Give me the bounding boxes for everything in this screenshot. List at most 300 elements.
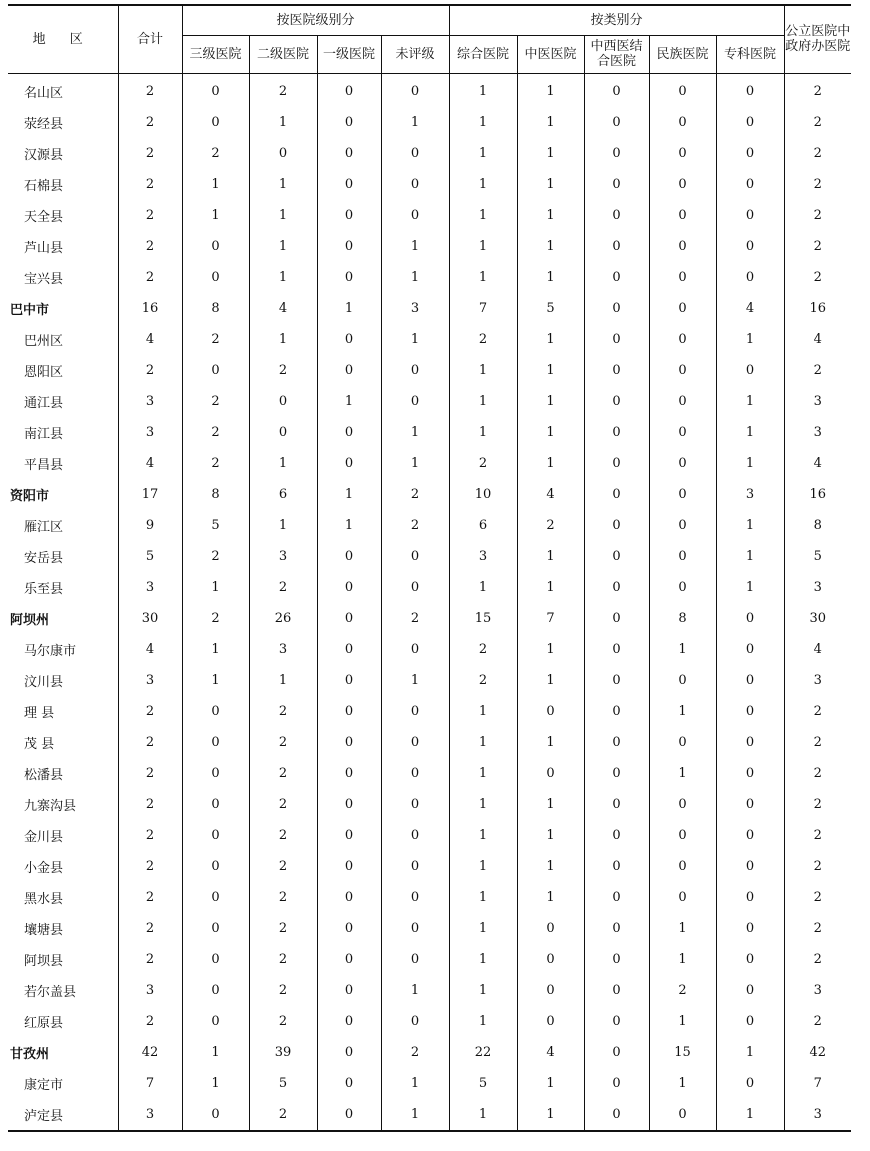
table-cell: 2	[118, 727, 182, 758]
table-cell: 2	[118, 73, 182, 107]
level-col-header: 未评级	[381, 35, 449, 73]
table-cell: 2	[784, 1006, 851, 1037]
table-cell: 2	[182, 324, 249, 355]
table-cell: 0	[584, 634, 649, 665]
table-cell: 1	[449, 758, 517, 789]
table-cell: 0	[649, 882, 716, 913]
region-name: 石棉县	[8, 169, 118, 200]
table-cell: 1	[517, 1068, 584, 1099]
county-row	[8, 758, 851, 789]
table-cell: 0	[317, 975, 381, 1006]
table-cell: 1	[449, 169, 517, 200]
table-cell: 2	[182, 448, 249, 479]
table-cell: 0	[649, 448, 716, 479]
table-cell: 1	[716, 541, 784, 572]
table-cell: 2	[784, 944, 851, 975]
table-cell: 0	[317, 696, 381, 727]
table-cell: 1	[449, 262, 517, 293]
table-cell: 0	[182, 758, 249, 789]
county-row	[8, 73, 851, 107]
county-row	[8, 510, 851, 541]
table-cell: 0	[381, 355, 449, 386]
table-cell: 0	[716, 665, 784, 696]
table-cell: 0	[182, 975, 249, 1006]
table-cell: 0	[716, 1068, 784, 1099]
table-cell: 0	[649, 200, 716, 231]
table-cell: 1	[649, 696, 716, 727]
table-cell: 4	[517, 1037, 584, 1068]
table-cell: 0	[317, 758, 381, 789]
table-cell: 1	[649, 758, 716, 789]
table-cell: 30	[784, 603, 851, 634]
region-name: 资阳市	[8, 479, 118, 510]
table-cell: 2	[249, 696, 317, 727]
table-cell: 0	[317, 107, 381, 138]
table-cell: 0	[584, 448, 649, 479]
table-cell: 2	[118, 107, 182, 138]
type-col-header: 专科医院	[716, 35, 784, 73]
table-cell: 0	[182, 262, 249, 293]
table-cell: 0	[317, 727, 381, 758]
table-cell: 1	[182, 169, 249, 200]
region-name: 马尔康市	[8, 634, 118, 665]
table-cell: 0	[317, 882, 381, 913]
table-cell: 15	[449, 603, 517, 634]
table-cell: 0	[584, 107, 649, 138]
table-cell: 1	[517, 107, 584, 138]
table-cell: 1	[249, 200, 317, 231]
table-cell: 3	[784, 665, 851, 696]
region-name: 通江县	[8, 386, 118, 417]
table-cell: 0	[381, 541, 449, 572]
table-cell: 0	[584, 417, 649, 448]
table-cell: 1	[182, 200, 249, 231]
table-cell: 0	[584, 386, 649, 417]
table-cell: 0	[381, 789, 449, 820]
table-cell: 0	[584, 293, 649, 324]
table-cell: 0	[649, 138, 716, 169]
table-cell: 1	[517, 820, 584, 851]
table-cell: 0	[649, 665, 716, 696]
table-cell: 0	[649, 1099, 716, 1131]
table-cell: 2	[182, 138, 249, 169]
table-cell: 0	[317, 200, 381, 231]
table-cell: 0	[317, 324, 381, 355]
table-cell: 0	[381, 851, 449, 882]
table-cell: 4	[118, 448, 182, 479]
table-cell: 0	[584, 355, 649, 386]
table-cell: 0	[584, 665, 649, 696]
table-cell: 2	[118, 851, 182, 882]
table-cell: 0	[584, 851, 649, 882]
region-name: 壤塘县	[8, 913, 118, 944]
table-cell: 1	[649, 634, 716, 665]
city-row	[8, 1037, 851, 1068]
county-row	[8, 975, 851, 1006]
table-cell: 2	[182, 386, 249, 417]
hospital-statistics-table	[8, 4, 851, 1132]
table-cell: 1	[317, 510, 381, 541]
table-cell: 0	[649, 293, 716, 324]
table-cell: 2	[449, 634, 517, 665]
county-row	[8, 138, 851, 169]
table-cell: 2	[118, 200, 182, 231]
county-row	[8, 944, 851, 975]
table-cell: 0	[716, 789, 784, 820]
table-cell: 1	[381, 324, 449, 355]
table-cell: 2	[784, 727, 851, 758]
table-cell: 0	[317, 851, 381, 882]
table-cell: 1	[716, 417, 784, 448]
region-name: 恩阳区	[8, 355, 118, 386]
by-type-header: 按类别分	[449, 5, 784, 35]
type-col-header: 中西医结合医院	[584, 35, 649, 73]
table-cell: 6	[249, 479, 317, 510]
table-cell: 2	[784, 231, 851, 262]
table-cell: 1	[517, 262, 584, 293]
table-cell: 7	[784, 1068, 851, 1099]
county-row	[8, 727, 851, 758]
table-cell: 0	[649, 324, 716, 355]
table-cell: 0	[649, 479, 716, 510]
table-cell: 2	[182, 541, 249, 572]
table-cell: 26	[249, 603, 317, 634]
table-cell: 0	[584, 200, 649, 231]
table-cell: 42	[784, 1037, 851, 1068]
table-cell: 3	[381, 293, 449, 324]
table-cell: 5	[118, 541, 182, 572]
table-cell: 2	[784, 107, 851, 138]
table-cell: 0	[716, 1006, 784, 1037]
table-cell: 0	[517, 975, 584, 1006]
table-cell: 3	[118, 417, 182, 448]
table-cell: 0	[317, 355, 381, 386]
table-cell: 0	[584, 231, 649, 262]
table-cell: 1	[649, 1068, 716, 1099]
table-cell: 1	[249, 231, 317, 262]
county-row	[8, 820, 851, 851]
table-cell: 8	[784, 510, 851, 541]
table-cell: 3	[249, 541, 317, 572]
table-cell: 0	[584, 73, 649, 107]
table-cell: 0	[584, 324, 649, 355]
type-col-header: 综合医院	[449, 35, 517, 73]
table-cell: 16	[784, 293, 851, 324]
table-cell: 2	[249, 820, 317, 851]
table-cell: 1	[449, 727, 517, 758]
table-cell: 0	[716, 820, 784, 851]
table-cell: 0	[317, 603, 381, 634]
table-cell: 1	[517, 727, 584, 758]
table-cell: 3	[784, 572, 851, 603]
table-cell: 0	[182, 727, 249, 758]
county-row	[8, 169, 851, 200]
region-name: 阿坝县	[8, 944, 118, 975]
table-cell: 1	[449, 944, 517, 975]
table-cell: 17	[118, 479, 182, 510]
table-cell: 0	[182, 73, 249, 107]
table-cell: 4	[249, 293, 317, 324]
table-cell: 0	[381, 138, 449, 169]
region-name: 芦山县	[8, 231, 118, 262]
table-cell: 0	[649, 231, 716, 262]
city-row	[8, 293, 851, 324]
table-cell: 0	[317, 1068, 381, 1099]
county-row	[8, 386, 851, 417]
county-row	[8, 231, 851, 262]
table-cell: 2	[449, 448, 517, 479]
table-cell: 2	[784, 882, 851, 913]
table-cell: 1	[716, 572, 784, 603]
table-cell: 1	[317, 386, 381, 417]
region-name: 荥经县	[8, 107, 118, 138]
table-cell: 0	[649, 510, 716, 541]
county-row	[8, 262, 851, 293]
table-cell: 0	[584, 882, 649, 913]
table-cell: 1	[449, 138, 517, 169]
table-cell: 0	[381, 386, 449, 417]
table-cell: 0	[249, 386, 317, 417]
table-cell: 1	[449, 975, 517, 1006]
table-cell: 0	[317, 138, 381, 169]
table-cell: 3	[249, 634, 317, 665]
region-name: 宝兴县	[8, 262, 118, 293]
table-cell: 2	[182, 417, 249, 448]
table-cell: 0	[584, 169, 649, 200]
table-cell: 1	[381, 448, 449, 479]
table-cell: 0	[584, 1068, 649, 1099]
table-cell: 0	[649, 386, 716, 417]
table-cell: 0	[584, 1006, 649, 1037]
table-cell: 2	[784, 73, 851, 107]
table-cell: 1	[517, 851, 584, 882]
table-cell: 0	[381, 169, 449, 200]
table-cell: 0	[649, 355, 716, 386]
table-cell: 0	[584, 541, 649, 572]
table-cell: 0	[716, 851, 784, 882]
table-cell: 0	[649, 851, 716, 882]
table-cell: 0	[182, 882, 249, 913]
table-cell: 0	[182, 944, 249, 975]
table-cell: 0	[584, 944, 649, 975]
table-cell: 3	[118, 386, 182, 417]
table-cell: 0	[317, 231, 381, 262]
table-cell: 2	[517, 510, 584, 541]
region-name: 汶川县	[8, 665, 118, 696]
table-cell: 2	[784, 820, 851, 851]
table-cell: 0	[182, 789, 249, 820]
table-cell: 0	[517, 1006, 584, 1037]
region-name: 甘孜州	[8, 1037, 118, 1068]
total-header: 合计	[118, 5, 182, 73]
table-cell: 1	[449, 1006, 517, 1037]
table-cell: 1	[517, 324, 584, 355]
table-cell: 1	[449, 696, 517, 727]
table-cell: 2	[784, 913, 851, 944]
table-cell: 1	[517, 572, 584, 603]
table-cell: 1	[381, 975, 449, 1006]
table-cell: 4	[784, 634, 851, 665]
table-cell: 0	[584, 138, 649, 169]
table-cell: 0	[584, 572, 649, 603]
table-cell: 1	[449, 417, 517, 448]
county-row	[8, 417, 851, 448]
table-cell: 2	[118, 262, 182, 293]
table-cell: 0	[649, 541, 716, 572]
table-cell: 1	[449, 820, 517, 851]
table-cell: 0	[182, 355, 249, 386]
table-cell: 0	[317, 913, 381, 944]
region-name: 茂 县	[8, 727, 118, 758]
table-cell: 2	[118, 231, 182, 262]
table-cell: 3	[118, 572, 182, 603]
table-cell: 0	[182, 1099, 249, 1131]
county-row	[8, 913, 851, 944]
table-cell: 1	[317, 479, 381, 510]
region-name: 松潘县	[8, 758, 118, 789]
region-name: 南江县	[8, 417, 118, 448]
table-cell: 1	[716, 510, 784, 541]
table-cell: 1	[517, 634, 584, 665]
table-cell: 2	[249, 73, 317, 107]
table-cell: 1	[182, 572, 249, 603]
table-cell: 1	[517, 665, 584, 696]
region-name: 名山区	[8, 73, 118, 107]
region-name: 泸定县	[8, 1099, 118, 1131]
region-name: 巴中市	[8, 293, 118, 324]
table-cell: 0	[381, 572, 449, 603]
region-name: 黑水县	[8, 882, 118, 913]
table-cell: 0	[584, 1099, 649, 1131]
table-cell: 3	[784, 417, 851, 448]
table-cell: 1	[649, 913, 716, 944]
type-col-header: 民族医院	[649, 35, 716, 73]
table-cell: 0	[649, 417, 716, 448]
table-cell: 0	[716, 231, 784, 262]
table-cell: 3	[118, 665, 182, 696]
table-cell: 1	[381, 417, 449, 448]
table-cell: 1	[449, 107, 517, 138]
table-cell: 1	[182, 1068, 249, 1099]
table-cell: 16	[118, 293, 182, 324]
table-cell: 2	[118, 138, 182, 169]
table-cell: 2	[249, 975, 317, 1006]
table-cell: 0	[182, 107, 249, 138]
table-cell: 1	[317, 293, 381, 324]
table-cell: 0	[182, 913, 249, 944]
table-cell: 2	[118, 789, 182, 820]
table-cell: 6	[449, 510, 517, 541]
table-cell: 2	[118, 696, 182, 727]
table-cell: 0	[584, 913, 649, 944]
county-row	[8, 324, 851, 355]
table-cell: 0	[381, 758, 449, 789]
table-cell: 0	[716, 727, 784, 758]
table-cell: 0	[317, 1037, 381, 1068]
table-cell: 4	[118, 634, 182, 665]
table-cell: 7	[118, 1068, 182, 1099]
public-gov-hospital-header: 公立医院中政府办医院	[784, 5, 851, 73]
table-cell: 39	[249, 1037, 317, 1068]
table-cell: 2	[381, 479, 449, 510]
by-level-header: 按医院级别分	[182, 5, 449, 35]
table-cell: 2	[449, 665, 517, 696]
table-cell: 0	[182, 231, 249, 262]
table-cell: 0	[716, 200, 784, 231]
county-row	[8, 634, 851, 665]
table-cell: 0	[716, 73, 784, 107]
table-cell: 0	[716, 634, 784, 665]
table-cell: 0	[182, 851, 249, 882]
table-cell: 0	[182, 820, 249, 851]
table-cell: 0	[381, 882, 449, 913]
city-row	[8, 603, 851, 634]
region-name: 天全县	[8, 200, 118, 231]
table-cell: 4	[517, 479, 584, 510]
table-cell: 0	[517, 696, 584, 727]
table-cell: 1	[449, 73, 517, 107]
county-row	[8, 789, 851, 820]
table-cell: 2	[118, 355, 182, 386]
table-cell: 1	[249, 510, 317, 541]
table-cell: 1	[449, 200, 517, 231]
table-cell: 0	[381, 913, 449, 944]
table-cell: 1	[716, 448, 784, 479]
region-name: 巴州区	[8, 324, 118, 355]
table-cell: 2	[784, 696, 851, 727]
table-cell: 1	[249, 169, 317, 200]
table-cell: 1	[381, 665, 449, 696]
table-cell: 7	[517, 603, 584, 634]
table-cell: 8	[182, 293, 249, 324]
table-cell: 2	[118, 913, 182, 944]
table-cell: 0	[317, 262, 381, 293]
table-cell: 0	[249, 138, 317, 169]
table-cell: 0	[716, 975, 784, 1006]
table-cell: 0	[716, 944, 784, 975]
table-cell: 1	[449, 882, 517, 913]
county-row	[8, 572, 851, 603]
county-row	[8, 665, 851, 696]
table-cell: 3	[784, 1099, 851, 1131]
table-cell: 1	[182, 665, 249, 696]
city-row	[8, 479, 851, 510]
table-cell: 4	[716, 293, 784, 324]
table-cell: 9	[118, 510, 182, 541]
table-cell: 10	[449, 479, 517, 510]
table-cell: 2	[784, 262, 851, 293]
table-cell: 0	[716, 758, 784, 789]
table-cell: 0	[584, 1037, 649, 1068]
table-cell: 4	[118, 324, 182, 355]
region-name: 汉源县	[8, 138, 118, 169]
county-row	[8, 1068, 851, 1099]
table-cell: 0	[584, 262, 649, 293]
table-cell: 0	[584, 820, 649, 851]
table-cell: 1	[517, 355, 584, 386]
region-name: 金川县	[8, 820, 118, 851]
table-cell: 4	[784, 324, 851, 355]
region-name: 若尔盖县	[8, 975, 118, 1006]
table-cell: 0	[517, 944, 584, 975]
table-cell: 0	[716, 696, 784, 727]
table-cell: 1	[381, 262, 449, 293]
table-cell: 3	[118, 1099, 182, 1131]
table-cell: 0	[716, 603, 784, 634]
table-cell: 1	[449, 355, 517, 386]
region-header: 地 区	[8, 5, 118, 73]
table-cell: 2	[381, 1037, 449, 1068]
